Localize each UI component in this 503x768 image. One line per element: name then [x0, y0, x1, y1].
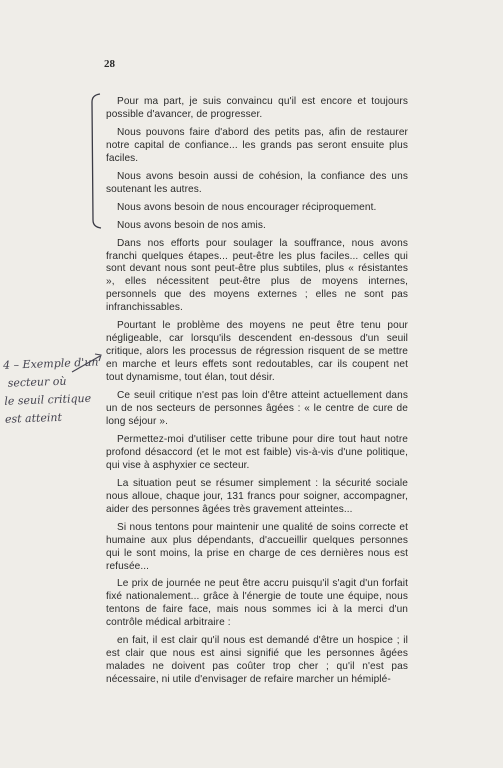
paragraph: Si nous tentons pour maintenir une qualité de soins correcte et humaine aux plus dépendants, d'accueillir quelques personnes qui le sont moins, la prise en charge de ces dernières nous est refusée... — [106, 521, 408, 572]
page-number: 28 — [104, 58, 115, 70]
paragraph: Dans nos efforts pour soulager la souffrance, nous avons franchi quelques étapes... peut-être les plus faciles... celles qui sont devant nous sont peut-être plus subtiles, plus « résistantes », elles nécessitent peut-être plus de moyens internes, personnels que des moyens externes ; elles ne sont pas infranchissables. — [106, 237, 408, 314]
paragraph: Le prix de journée ne peut être accru puisqu'il s'agit d'un forfait fixé nationalement... grâce à l'énergie de toute une équipe, nous tentons de faire face, mais nous sommes ici à la merci d'un contrôle médical arbitraire : — [106, 578, 408, 629]
paragraph: Nous avons besoin de nos amis. — [117, 219, 266, 231]
note-line: 4 – Exemple d'un — [2, 355, 99, 372]
paragraph: Nous avons besoin de nous encourager réciproquement. — [117, 201, 377, 213]
note-line: secteur où — [7, 374, 67, 390]
note-line: est atteint — [4, 410, 63, 426]
body-text — [106, 96, 408, 692]
paragraph: Ce seuil critique n'est pas loin d'être atteint actuellement dans un de nos secteurs de personnes âgées : « le centre de cure de long séjour ». — [106, 390, 408, 427]
paragraph: en fait, il est clair qu'il nous est demandé d'être un hospice ; il est clair que nous est ainsi signifié que les personnes âgées malades ne doivent pas coûter trop cher ; qu'il n'est pas nécessaire, ni utile d'envisager de refaire marcher un hémiplé- — [106, 635, 408, 686]
paragraph: Pour ma part, je suis convaincu qu'il est encore et toujours possible d'avancer, de progresser. — [106, 96, 408, 120]
paragraph: Nous pouvons faire d'abord des petits pas, afin de restaurer notre capital de confiance... les grands pas seront ensuite plus faciles. — [106, 126, 408, 164]
paragraph: Pourtant le problème des moyens ne peut être tenu pour négligeable, car lorsqu'ils descendent en-dessous d'un seuil critique, alors les processus de régression risquent de se mettre en marche et leurs effets sont redoutables, car ils coupent net tout dynamisme, tout élan, tout désir. — [106, 320, 408, 384]
handwritten-margin-note — [3, 353, 110, 429]
paragraph: Nous avons besoin aussi de cohésion, la confiance des uns soutenant les autres. — [106, 170, 408, 195]
paragraph: Permettez-moi d'utiliser cette tribune pour dire tout haut notre profond désaccord (et le mot est faible) vis-à-vis d'une politique, qui vise à asphyxier ce secteur. — [106, 433, 408, 471]
note-line: le seuil critique — [4, 391, 92, 408]
paragraph: La situation peut se résumer simplement : la sécurité sociale nous alloue, chaque jour, 131 francs pour soigner, accompagner, aider des personnes âgées très gravement atteintes... — [106, 477, 408, 515]
margin-bracket — [88, 92, 102, 230]
